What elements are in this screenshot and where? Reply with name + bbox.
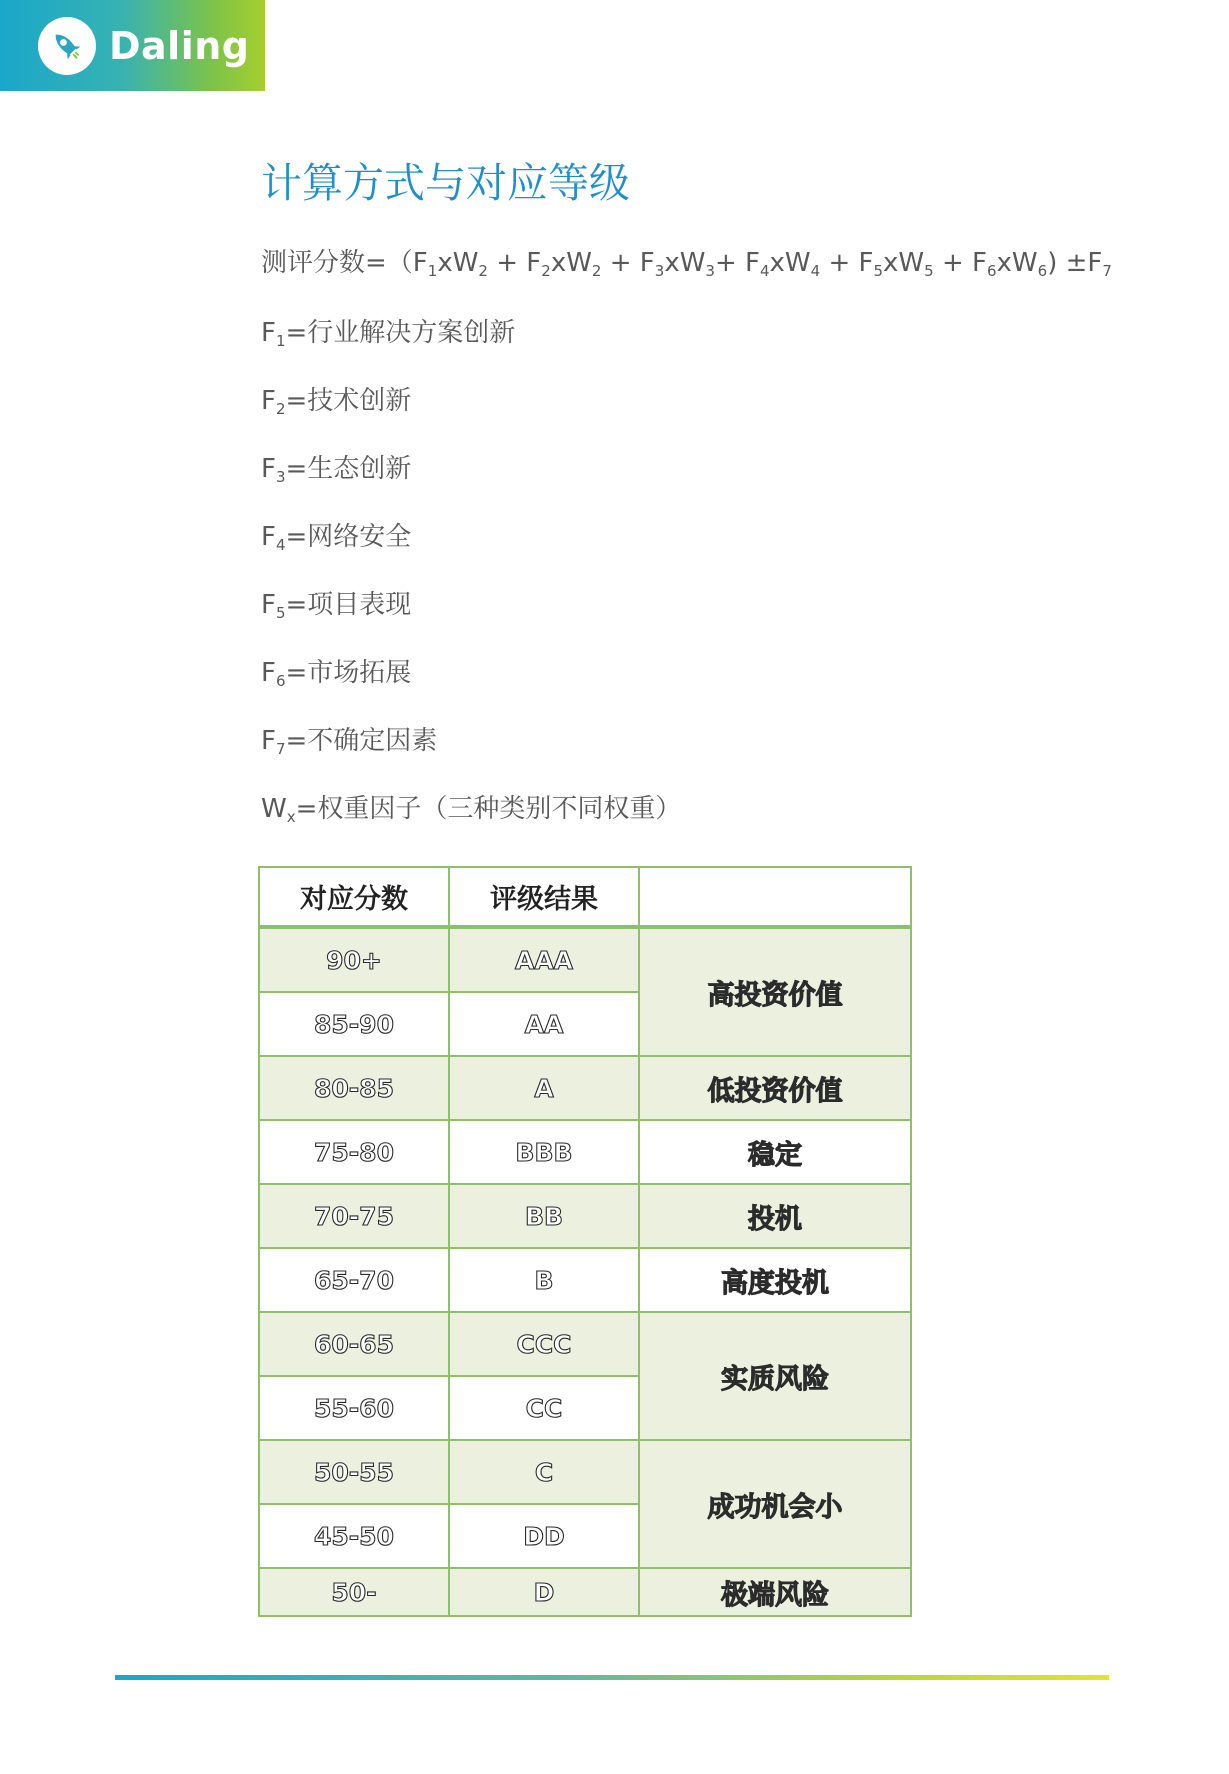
page-title: 计算方式与对应等级 bbox=[261, 159, 630, 207]
definition-symbol: F bbox=[261, 658, 276, 688]
definition-line bbox=[261, 312, 515, 349]
rating-cell: AA bbox=[449, 992, 639, 1056]
rating-table bbox=[258, 866, 912, 1617]
formula-subscript: 2 bbox=[541, 262, 551, 280]
rating-cell: A bbox=[449, 1056, 639, 1120]
definition-text: =生态创新 bbox=[285, 454, 412, 484]
definition-line bbox=[261, 788, 681, 825]
formula-term: + bbox=[820, 248, 859, 278]
definition-text: =技术创新 bbox=[285, 386, 412, 416]
definition-subscript: 5 bbox=[275, 604, 286, 622]
definition-subscript: 2 bbox=[275, 400, 286, 418]
category-cell: 低投资价值 bbox=[639, 1056, 911, 1120]
formula-term: + bbox=[487, 248, 527, 278]
formula-term: F bbox=[745, 248, 760, 278]
formula-term: F bbox=[412, 248, 428, 278]
score-cell: 50-55 bbox=[259, 1440, 449, 1504]
rating-cell: AAA bbox=[449, 927, 639, 992]
definition-symbol: F bbox=[261, 522, 276, 552]
table-row bbox=[259, 1440, 911, 1504]
formula-subscript: 5 bbox=[873, 262, 884, 280]
formula-term: xW bbox=[437, 248, 479, 278]
definition-text: =权重因子（三种类别不同权重） bbox=[295, 794, 682, 824]
definition-line bbox=[261, 584, 411, 621]
formula-subscript: 3 bbox=[654, 262, 665, 280]
header-score: 对应分数 bbox=[259, 867, 449, 927]
rating-cell: CCC bbox=[449, 1312, 639, 1376]
score-cell: 90+ bbox=[259, 927, 449, 992]
brand-logo bbox=[0, 0, 265, 91]
table-row bbox=[259, 1248, 911, 1312]
definition-symbol: F bbox=[261, 386, 276, 416]
definition-subscript: 3 bbox=[275, 468, 286, 486]
formula-subscript: 6 bbox=[1037, 262, 1048, 280]
table-row bbox=[259, 1184, 911, 1248]
formula-tail-subscript: 7 bbox=[1102, 262, 1112, 280]
definition-symbol: F bbox=[261, 726, 276, 756]
formula-subscript: 2 bbox=[591, 262, 602, 280]
rating-cell: DD bbox=[449, 1504, 639, 1568]
formula-term: + bbox=[933, 248, 973, 278]
rating-cell: CC bbox=[449, 1376, 639, 1440]
score-cell: 65-70 bbox=[259, 1248, 449, 1312]
formula-term: + bbox=[601, 248, 640, 278]
formula-subscript: 5 bbox=[924, 262, 934, 280]
definition-subscript: 7 bbox=[275, 740, 286, 758]
score-cell: 45-50 bbox=[259, 1504, 449, 1568]
definition-subscript: 4 bbox=[275, 536, 286, 554]
definition-text: =行业解决方案创新 bbox=[285, 318, 516, 348]
formula-term: xW bbox=[883, 248, 925, 278]
formula-term: xW bbox=[769, 248, 811, 278]
rocket-icon bbox=[38, 17, 96, 75]
rating-cell: BBB bbox=[449, 1120, 639, 1184]
formula-term: F bbox=[526, 248, 542, 278]
header-category bbox=[639, 867, 911, 927]
formula-term: xW bbox=[550, 248, 592, 278]
formula-term: F bbox=[972, 248, 987, 278]
category-cell: 成功机会小 bbox=[639, 1440, 911, 1568]
table-row bbox=[259, 927, 911, 992]
definition-symbol: F bbox=[261, 454, 276, 484]
table-row bbox=[259, 1056, 911, 1120]
definition-subscript: 6 bbox=[275, 672, 286, 690]
table-row bbox=[259, 1120, 911, 1184]
score-cell: 85-90 bbox=[259, 992, 449, 1056]
definition-line bbox=[261, 516, 411, 553]
formula-subscript: 4 bbox=[810, 262, 821, 280]
table-header-row bbox=[259, 867, 911, 927]
definition-subscript: x bbox=[286, 808, 296, 826]
definition-line bbox=[261, 448, 411, 485]
table-row bbox=[259, 1312, 911, 1376]
header-rating: 评级结果 bbox=[449, 867, 639, 927]
rating-cell: B bbox=[449, 1248, 639, 1312]
category-cell: 投机 bbox=[639, 1184, 911, 1248]
definition-symbol: F bbox=[261, 590, 276, 620]
table-row bbox=[259, 1568, 911, 1616]
formula-label: 测评分数=（ bbox=[261, 248, 413, 278]
formula-term: F bbox=[858, 248, 874, 278]
rating-cell: BB bbox=[449, 1184, 639, 1248]
category-cell: 极端风险 bbox=[639, 1568, 911, 1616]
definition-text: =网络安全 bbox=[285, 522, 412, 552]
score-formula bbox=[261, 242, 1112, 279]
footer-gradient-bar bbox=[115, 1675, 1109, 1680]
formula-term: xW bbox=[664, 248, 706, 278]
formula-tail: ±F bbox=[1057, 248, 1103, 278]
score-cell: 55-60 bbox=[259, 1376, 449, 1440]
definition-symbol: F bbox=[261, 318, 276, 348]
formula-term: + bbox=[714, 248, 746, 278]
category-cell: 实质风险 bbox=[639, 1312, 911, 1440]
definition-line bbox=[261, 380, 411, 417]
category-cell: 稳定 bbox=[639, 1120, 911, 1184]
formula-term: ) bbox=[1047, 248, 1058, 278]
formula-subscript: 4 bbox=[760, 262, 770, 280]
brand-name: Daling bbox=[109, 23, 250, 68]
definition-subscript: 1 bbox=[275, 332, 286, 350]
category-cell: 高投资价值 bbox=[639, 927, 911, 1056]
rating-cell: D bbox=[449, 1568, 639, 1616]
score-cell: 70-75 bbox=[259, 1184, 449, 1248]
formula-subscript: 3 bbox=[705, 262, 715, 280]
definition-symbol: W bbox=[261, 794, 287, 824]
formula-subscript: 2 bbox=[478, 262, 488, 280]
rating-cell: C bbox=[449, 1440, 639, 1504]
score-cell: 60-65 bbox=[259, 1312, 449, 1376]
definition-text: =市场拓展 bbox=[285, 658, 412, 688]
formula-subscript: 6 bbox=[987, 262, 997, 280]
definition-text: =不确定因素 bbox=[285, 726, 438, 756]
formula-subscript: 1 bbox=[427, 262, 438, 280]
score-cell: 80-85 bbox=[259, 1056, 449, 1120]
definition-line bbox=[261, 720, 437, 757]
definition-line bbox=[261, 652, 411, 689]
formula-term: F bbox=[639, 248, 655, 278]
score-cell: 75-80 bbox=[259, 1120, 449, 1184]
formula-term: xW bbox=[996, 248, 1038, 278]
category-cell: 高度投机 bbox=[639, 1248, 911, 1312]
score-cell: 50- bbox=[259, 1568, 449, 1616]
definition-text: =项目表现 bbox=[285, 590, 412, 620]
